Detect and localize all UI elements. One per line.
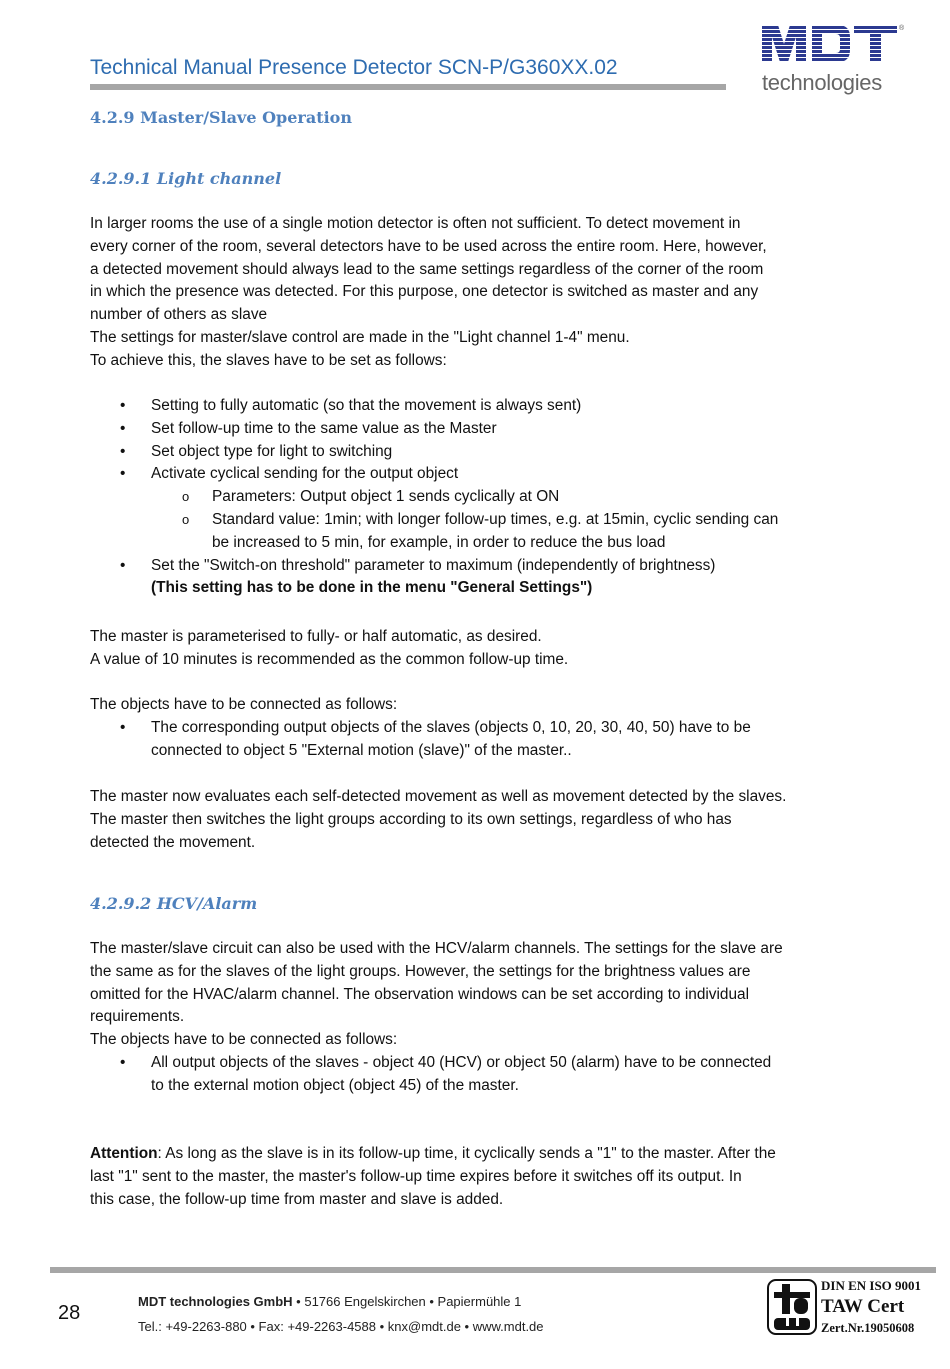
line-text: The master is parameterised to fully- or half automatic, as desired.	[90, 628, 542, 645]
text-line	[90, 694, 880, 717]
cert-number: Zert.Nr.19050608	[821, 1321, 915, 1335]
bullet-icon: •	[120, 1053, 126, 1071]
list-item-line	[90, 418, 880, 441]
text-line	[90, 832, 880, 855]
header-divider	[90, 84, 726, 90]
line-text: The objects have to be connected as follows:	[90, 1031, 398, 1049]
footer-address	[138, 1294, 521, 1309]
document-title: Technical Manual Presence Detector SCN-P/G360XX.02	[90, 56, 618, 79]
certification-badge	[766, 1278, 936, 1338]
line-text: (This setting has to be done in the menu "General Settings")	[151, 579, 593, 597]
line-text: Parameters: Output object 1 sends cyclically at ON	[212, 488, 560, 506]
paragraph-connections	[90, 694, 880, 762]
line-text: The master then switches the light groups according to its own settings, regardless of who has	[90, 810, 732, 828]
list-item-line	[90, 577, 880, 600]
paragraph-hcv	[90, 938, 880, 1098]
slave-settings-list	[90, 395, 880, 600]
line-text: In larger rooms the use of a single motion detector is often not sufficient. To detect movement in	[90, 215, 741, 232]
text-line	[90, 1143, 880, 1166]
line-text: this case, the follow-up time from master and slave is added.	[90, 1190, 504, 1208]
text-line	[90, 327, 880, 350]
circle-bullet-icon: o	[182, 511, 190, 527]
line-text: number of others as slave	[90, 306, 268, 324]
line-text: Standard value: 1min; with longer follow-up times, e.g. at 15min, cyclic sending can	[212, 510, 779, 528]
list-item-line	[90, 740, 880, 763]
bullet-icon: •	[120, 465, 126, 483]
line-text: requirements.	[90, 1008, 185, 1026]
line-text: omitted for the HVAC/alarm channel. The observation windows can be set according to individual	[90, 985, 750, 1003]
line-text: last "1" sent to the master, the master's follow-up time expires before it switches off its output. In	[90, 1167, 742, 1185]
circle-bullet-icon: o	[182, 489, 190, 505]
text-line	[90, 1006, 880, 1029]
text-line	[90, 236, 880, 259]
cert-name: TAW Cert	[821, 1296, 905, 1317]
text-line	[90, 809, 880, 832]
text-line	[90, 1189, 880, 1212]
footer-divider	[50, 1267, 936, 1273]
list-item-line	[90, 717, 880, 740]
bullet-icon: •	[120, 718, 126, 736]
line-text: Set the "Switch-on threshold" parameter to maximum (independently of brightness)	[151, 556, 716, 574]
taw-cert-logo-icon	[766, 1278, 818, 1336]
footer-contact: Tel.: +49-2263-880 • Fax: +49-2263-4588 • knx@mdt.de • www.mdt.de	[138, 1319, 544, 1334]
list-item-line	[90, 486, 880, 509]
line-text: Set object type for light to switching	[151, 442, 393, 460]
page-number: 28	[58, 1302, 81, 1324]
line-text: Set follow-up time to the same value as the Master	[151, 419, 497, 437]
text-line	[90, 786, 880, 809]
bullet-icon: •	[120, 556, 126, 574]
mdt-logo-mark-icon	[760, 22, 905, 67]
paragraph-attention	[90, 1143, 880, 1211]
line-text: a detected movement should always lead to the same settings regardless of the corner of the room	[90, 260, 764, 278]
text-line	[90, 1029, 880, 1052]
line-text: All output objects of the slaves - object 40 (HCV) or object 50 (alarm) have to be connected	[151, 1053, 772, 1071]
bullet-icon: •	[120, 397, 126, 414]
line-text: To achieve this, the slaves have to be set as follows:	[90, 351, 447, 369]
line-text: Setting to fully automatic (so that the movement is always sent)	[151, 397, 582, 414]
svg-text:®: ®	[899, 25, 905, 32]
text-line	[90, 626, 880, 649]
list-item-line	[90, 555, 880, 578]
attention-label: Attention	[90, 1145, 158, 1162]
list-item-line	[90, 532, 880, 555]
list-item-line	[90, 509, 880, 532]
text-line	[90, 304, 880, 327]
line-text: in which the presence was detected. For this purpose, one detector is switched as master and any	[90, 283, 759, 301]
line-text: to the external motion object (object 45) of the master.	[151, 1076, 519, 1094]
mdt-logo	[760, 22, 910, 102]
list-item-line	[90, 441, 880, 464]
list-item-line	[90, 395, 880, 418]
list-item-line	[90, 1075, 880, 1098]
list-item-line	[90, 1052, 880, 1075]
paragraph-intro	[90, 213, 880, 373]
list-item-line	[90, 463, 880, 486]
line-text: : As long as the slave is in its follow-up time, it cyclically sends a "1" to the master. After the	[157, 1145, 776, 1162]
line-text: every corner of the room, several detectors have to be used across the entire room. Here, however,	[90, 237, 767, 255]
text-line	[90, 281, 880, 304]
text-line	[90, 213, 880, 236]
line-text: The master/slave circuit can also be used with the HCV/alarm channels. The settings for the slave are	[90, 940, 783, 957]
bullet-icon: •	[120, 419, 126, 437]
text-line	[90, 961, 880, 984]
text-line	[90, 350, 880, 373]
footer-company: MDT technologies GmbH	[138, 1294, 293, 1309]
line-text: connected to object 5 "External motion (slave)" of the master..	[151, 741, 572, 759]
line-text: Activate cyclical sending for the output object	[151, 465, 459, 483]
cert-standard: DIN EN ISO 9001	[821, 1278, 922, 1293]
line-text: The master now evaluates each self-detected movement as well as movement detected by the slaves.	[90, 788, 787, 805]
line-text: The settings for master/slave control are made in the "Light channel 1-4" menu.	[90, 328, 630, 346]
subsection-heading-light-channel: 4.2.9.1 Light channel	[90, 169, 282, 188]
text-line	[90, 649, 880, 672]
line-text: A value of 10 minutes is recommended as the common follow-up time.	[90, 650, 569, 668]
text-line	[90, 1166, 880, 1189]
subsection-heading-hcv-alarm: 4.2.9.2 HCV/Alarm	[90, 894, 258, 913]
section-heading: 4.2.9 Master/Slave Operation	[90, 108, 352, 127]
bullet-icon: •	[120, 442, 126, 460]
text-line	[90, 259, 880, 282]
line-text: be increased to 5 min, for example, in order to reduce the bus load	[212, 533, 666, 551]
line-text: the same as for the slaves of the light groups. However, the settings for the brightness values are	[90, 962, 751, 980]
text-line	[90, 984, 880, 1007]
paragraph-evaluation	[90, 786, 880, 854]
line-text: The objects have to be connected as follows:	[90, 696, 398, 713]
line-text: The corresponding output objects of the slaves (objects 0, 10, 20, 30, 40, 50) have to be	[151, 718, 751, 736]
footer-address-text: • 51766 Engelskirchen • Papiermühle 1	[292, 1294, 522, 1309]
paragraph-master	[90, 626, 880, 672]
text-line	[90, 938, 880, 961]
line-text: detected the movement.	[90, 833, 256, 851]
logo-subtext: technologies	[762, 70, 882, 95]
